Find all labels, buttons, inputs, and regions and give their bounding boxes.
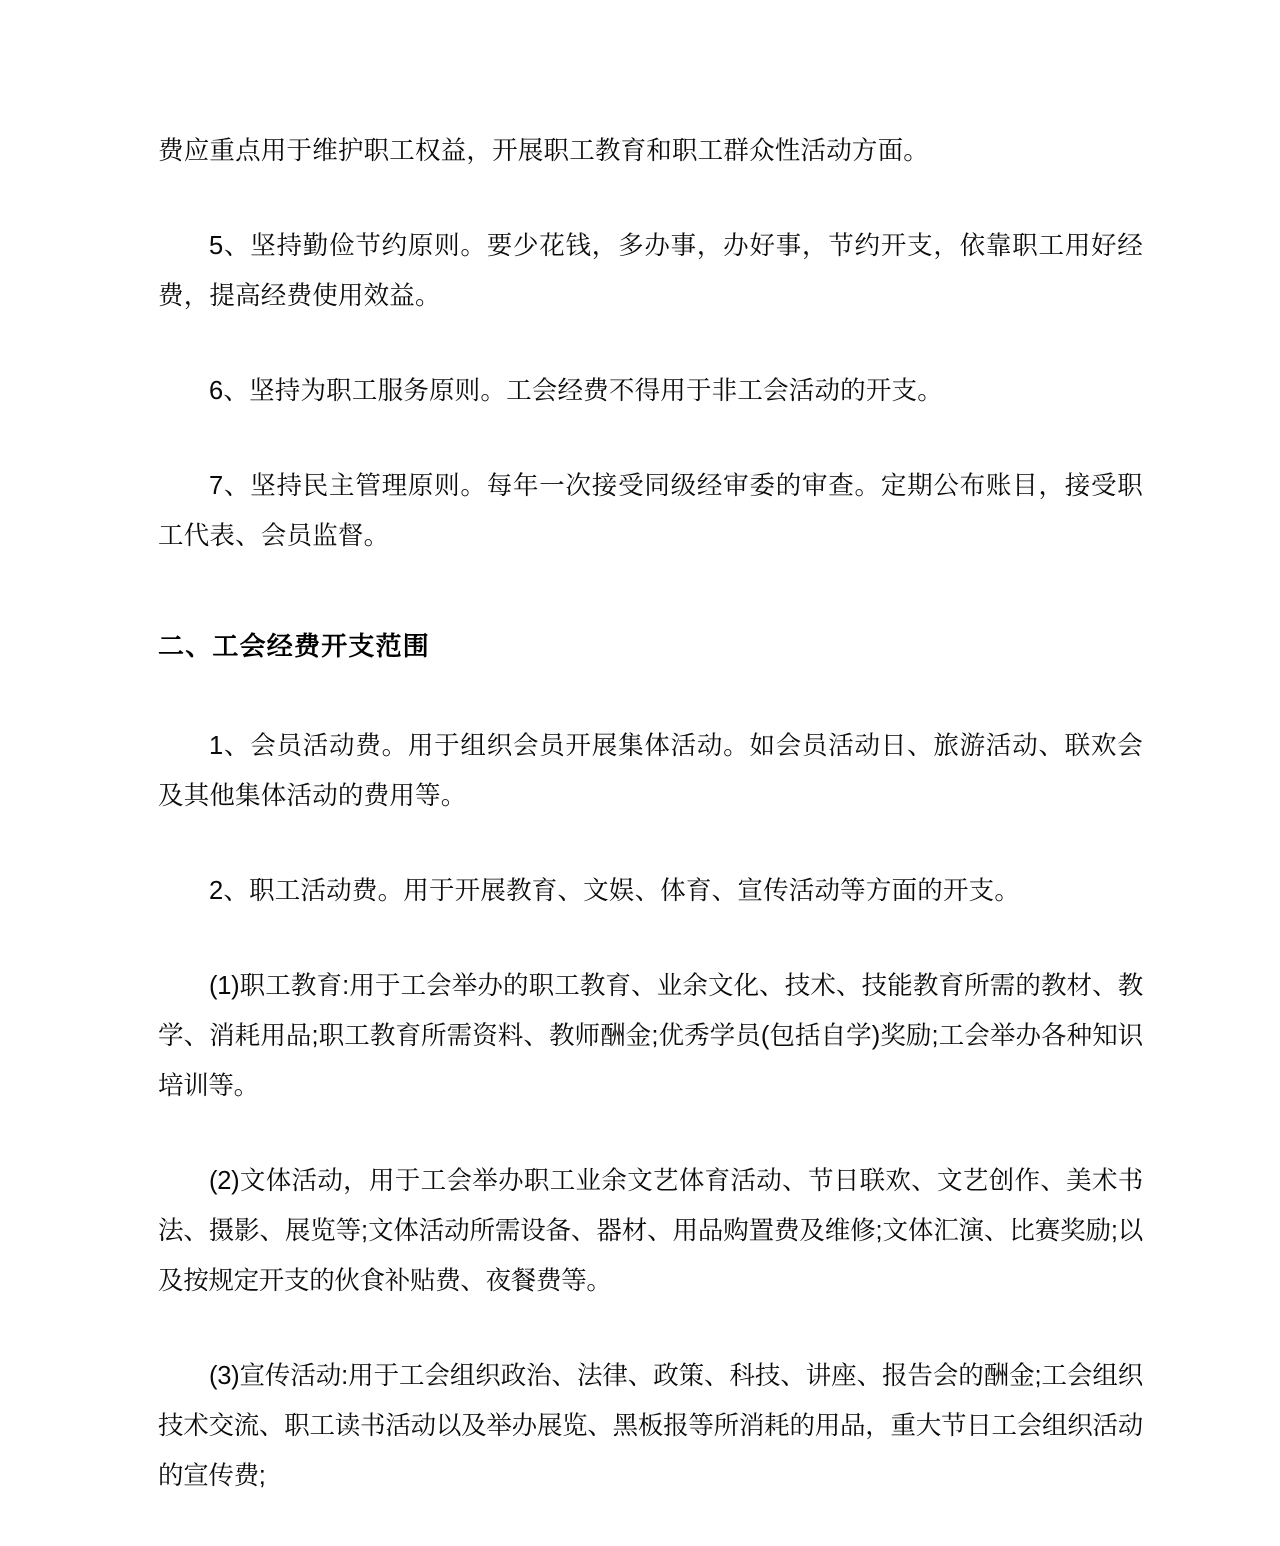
paragraph-principle-7: 7、坚持民主管理原则。每年一次接受同级经审委的审查。定期公布账目，接受职工代表、会员监督。: [158, 472, 1143, 550]
section-heading-expense-scope: 二、工会经费开支范围: [158, 631, 431, 661]
paragraph-expense-item-2-3-publicity: (3)宣传活动:用于工会组织政治、法律、政策、科技、讲座、报告会的酬金;工会组织技术交流、职工读书活动以及举办展览、黑板报等所消耗的用品，重大节日工会组织活动的宣传费;: [158, 1362, 1143, 1490]
paragraph-expense-item-2-1-education: (1)职工教育:用于工会举办的职工教育、业余文化、技术、技能教育所需的教材、教学、消耗用品;职工教育所需资料、教师酬金;优秀学员(包括自学)奖励;工会举办各种知识培训等。: [158, 972, 1143, 1100]
paragraph-expense-item-1: 1、会员活动费。用于组织会员开展集体活动。如会员活动日、旅游活动、联欢会及其他集体活动的费用等。: [158, 732, 1143, 810]
document-body: [158, 126, 1143, 1546]
paragraph-principle-6: 6、坚持为职工服务原则。工会经费不得用于非工会活动的开支。: [209, 377, 943, 405]
paragraph-expense-item-2: 2、职工活动费。用于开展教育、文娱、体育、宣传活动等方面的开支。: [209, 877, 1021, 905]
paragraph-principle-5: 5、坚持勤俭节约原则。要少花钱，多办事，办好事，节约开支，依靠职工用好经费，提高经费使用效益。: [158, 232, 1143, 310]
paragraph-expense-item-2-2-culture-sports: (2)文体活动，用于工会举办职工业余文艺体育活动、节日联欢、文艺创作、美术书法、摄影、展览等;文体活动所需设备、器材、用品购置费及维修;文体汇演、比赛奖励;以及按规定开支的伙食补贴费、夜餐费等。: [158, 1167, 1143, 1295]
paragraph-continued: 费应重点用于维护职工权益，开展职工教育和职工群众性活动方面。: [158, 137, 930, 165]
